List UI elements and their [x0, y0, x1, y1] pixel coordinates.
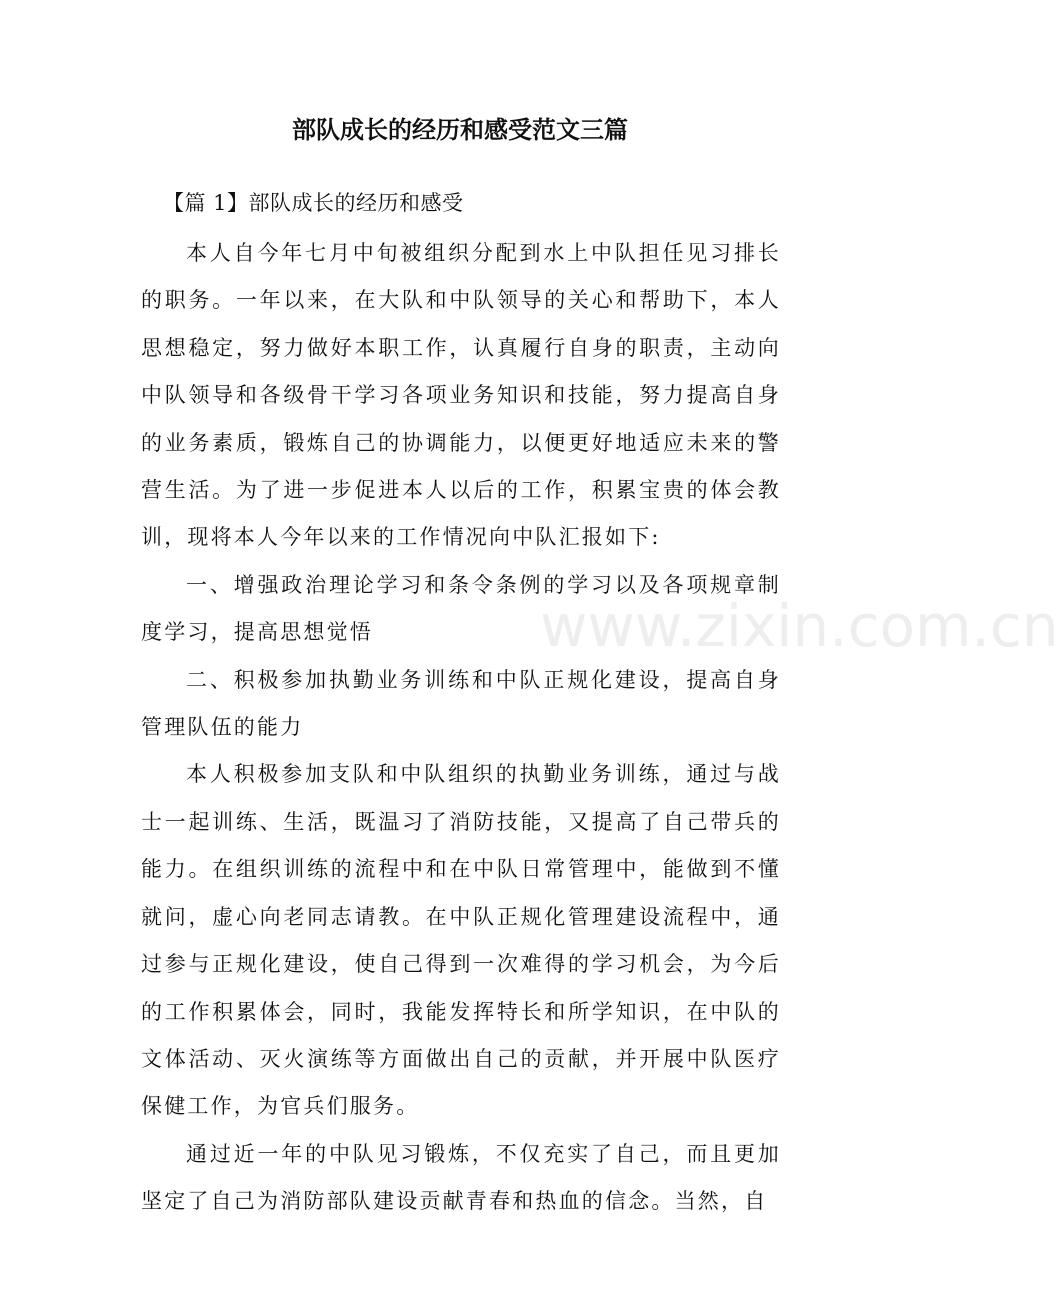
paragraph-point-two: 二、积极参加执勤业务训练和中队正规化建设，提高自身管理队伍的能力 [141, 667, 781, 740]
watermark: www.zixin.com.cn [540, 592, 1059, 660]
paragraph-intro: 本人自今年七月中旬被组织分配到水上中队担任见习排长的职务。一年以来，在大队和中队领导的关心和帮助下，本人思想稳定，努力做好本职工作，认真履行自身的职责，主动向中队领导和各级骨干学习各项业务知识和技能，努力提高自身的业务素质，锻炼自己的协调能力，以便更好地适应未来的警营生活。为了进一步促进本人以后的工作，积累宝贵的体会教训，现将本人今年以来的工作情况向中队汇报如下: [141, 241, 781, 550]
paragraph-training: 本人积极参加支队和中队组织的执勤业务训练，通过与战士一起训练、生活，既温习了消防技能，又提高了自己带兵的能力。在组织训练的流程中和在中队日常管理中，能做到不懂就问，虚心向老同志请教。在中队正规化管理建设流程中，通过参与正规化建设，使自己得到一次难得的学习机会，为今后的工作积累体会，同时，我能发挥特长和所学知识，在中队的文体活动、灭火演练等方面做出自己的贡献，并开展中队医疗保健工作，为官兵们服务。 [141, 762, 781, 1119]
section-heading: 【篇 1】部队成长的经历和感受 [163, 191, 464, 215]
document-title: 部队成长的经历和感受范文三篇 [292, 115, 628, 144]
paragraph-point-one: 一、增强政治理论学习和条令条例的学习以及各项规章制度学习，提高思想觉悟 [141, 572, 781, 645]
document-body [141, 230, 781, 1226]
paragraph-conclusion: 通过近一年的中队见习锻炼，不仅充实了自己，而且更加坚定了自己为消防部队建设贡献青春和热血的信念。当然，自 [141, 1141, 781, 1214]
